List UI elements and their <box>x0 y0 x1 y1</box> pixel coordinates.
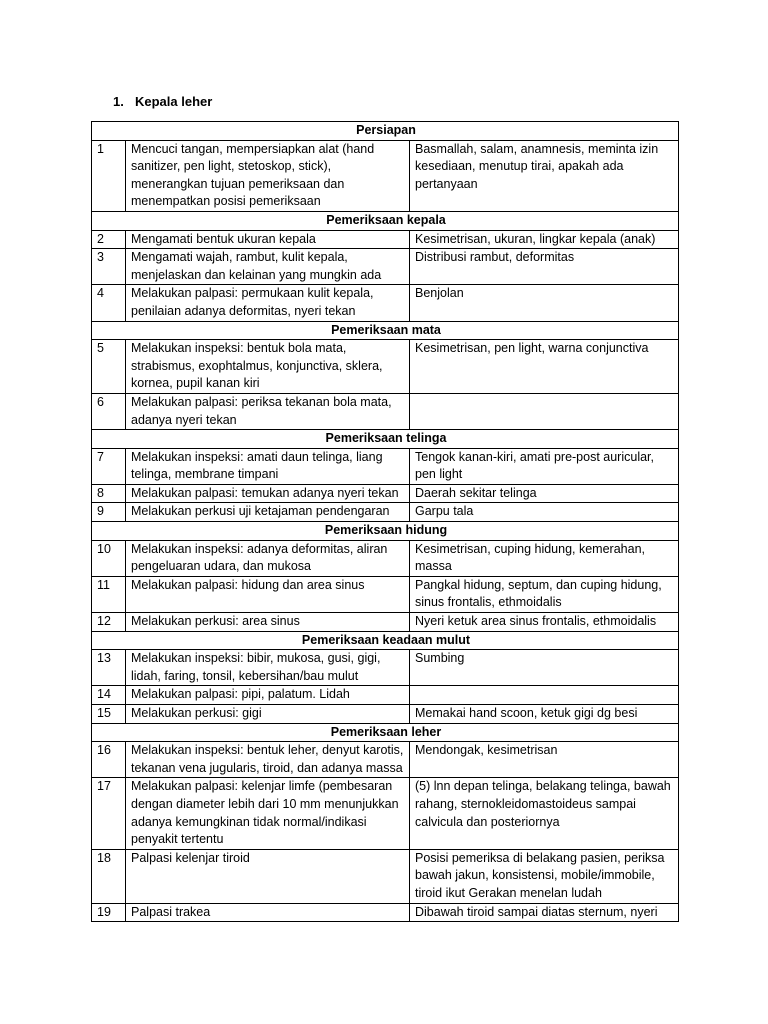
row-note: Pangkal hidung, septum, dan cuping hidung, sinus frontalis, ethmoidalis <box>410 576 679 612</box>
table-row <box>92 140 679 211</box>
table-row <box>92 576 679 612</box>
row-action: Melakukan palpasi: pipi, palatum. Lidah <box>126 686 410 705</box>
section-header-row <box>92 321 679 340</box>
heading-number: 1. <box>113 94 124 109</box>
row-number: 9 <box>92 503 126 522</box>
row-number: 16 <box>92 742 126 778</box>
row-number: 17 <box>92 778 126 849</box>
section-title: Pemeriksaan kepala <box>92 211 679 230</box>
row-note: Dibawah tiroid sampai diatas sternum, nyeri <box>410 903 679 922</box>
row-note: Posisi pemeriksa di belakang pasien, periksa bawah jakun, konsistensi, mobile/immobile, tiroid ikut Gerakan menelan ludah <box>410 849 679 903</box>
row-action: Mencuci tangan, mempersiapkan alat (hand sanitizer, pen light, stetoskop, stick), menerangkan tujuan pemeriksaan dan menempatkan posisi pemeriksaan <box>126 140 410 211</box>
table-row <box>92 903 679 922</box>
row-number: 7 <box>92 448 126 484</box>
row-action: Melakukan palpasi: permukaan kulit kepala, penilaian adanya deformitas, nyeri tekan <box>126 285 410 321</box>
row-note: Kesimetrisan, pen light, warna conjunctiva <box>410 340 679 394</box>
row-number: 12 <box>92 613 126 632</box>
row-action: Melakukan inspeksi: bentuk leher, denyut karotis, tekanan vena jugularis, tiroid, dan adanya massa <box>126 742 410 778</box>
table-row <box>92 503 679 522</box>
row-number: 13 <box>92 650 126 686</box>
row-note <box>410 686 679 705</box>
table-row <box>92 484 679 503</box>
row-number: 8 <box>92 484 126 503</box>
row-number: 10 <box>92 540 126 576</box>
row-number: 2 <box>92 230 126 249</box>
table-row <box>92 249 679 285</box>
row-action: Mengamati wajah, rambut, kulit kepala, menjelaskan dan kelainan yang mungkin ada <box>126 249 410 285</box>
row-action: Melakukan palpasi: temukan adanya nyeri tekan <box>126 484 410 503</box>
section-header-row <box>92 522 679 541</box>
heading-title: Kepala leher <box>135 94 213 109</box>
row-number: 3 <box>92 249 126 285</box>
row-note: Kesimetrisan, ukuran, lingkar kepala (anak) <box>410 230 679 249</box>
row-number: 14 <box>92 686 126 705</box>
row-number: 5 <box>92 340 126 394</box>
table-row <box>92 448 679 484</box>
row-action: Melakukan perkusi: area sinus <box>126 613 410 632</box>
row-action: Palpasi kelenjar tiroid <box>126 849 410 903</box>
row-number: 6 <box>92 393 126 429</box>
section-header-row <box>92 723 679 742</box>
row-number: 15 <box>92 705 126 724</box>
row-action: Melakukan palpasi: kelenjar limfe (pembesaran dengan diameter lebih dari 10 mm menunjukkan adanya kemungkinan tidak normal/indikasi penyakit tertentu <box>126 778 410 849</box>
table-row <box>92 650 679 686</box>
table-row <box>92 742 679 778</box>
section-header-row <box>92 631 679 650</box>
row-note: Daerah sekitar telinga <box>410 484 679 503</box>
table-row <box>92 613 679 632</box>
section-title: Pemeriksaan mata <box>92 321 679 340</box>
table-row <box>92 285 679 321</box>
row-note: Nyeri ketuk area sinus frontalis, ethmoidalis <box>410 613 679 632</box>
section-title: Pemeriksaan keadaan mulut <box>92 631 679 650</box>
procedure-table <box>91 121 679 922</box>
table-row <box>92 393 679 429</box>
row-note: Memakai hand scoon, ketuk gigi dg besi <box>410 705 679 724</box>
table-row <box>92 686 679 705</box>
section-title: Pemeriksaan telinga <box>92 430 679 449</box>
section-title: Pemeriksaan leher <box>92 723 679 742</box>
row-note: Mendongak, kesimetrisan <box>410 742 679 778</box>
row-number: 11 <box>92 576 126 612</box>
table-row <box>92 230 679 249</box>
row-note: Garpu tala <box>410 503 679 522</box>
row-note: Kesimetrisan, cuping hidung, kemerahan, massa <box>410 540 679 576</box>
row-number: 18 <box>92 849 126 903</box>
procedure-table-body <box>92 122 679 922</box>
row-note: Tengok kanan-kiri, amati pre-post auricular, pen light <box>410 448 679 484</box>
section-heading <box>113 94 212 109</box>
row-action: Palpasi trakea <box>126 903 410 922</box>
row-action: Melakukan palpasi: periksa tekanan bola mata, adanya nyeri tekan <box>126 393 410 429</box>
row-note: Benjolan <box>410 285 679 321</box>
row-note <box>410 393 679 429</box>
row-action: Melakukan palpasi: hidung dan area sinus <box>126 576 410 612</box>
table-row <box>92 540 679 576</box>
row-number: 1 <box>92 140 126 211</box>
row-note: (5) lnn depan telinga, belakang telinga, bawah rahang, sternokleidomastoideus sampai calvicula dan posteriornya <box>410 778 679 849</box>
section-header-row <box>92 122 679 141</box>
table-row <box>92 778 679 849</box>
row-action: Melakukan perkusi uji ketajaman pendengaran <box>126 503 410 522</box>
table-row <box>92 849 679 903</box>
section-title: Persiapan <box>92 122 679 141</box>
row-note: Distribusi rambut, deformitas <box>410 249 679 285</box>
section-header-row <box>92 211 679 230</box>
table-row <box>92 705 679 724</box>
row-number: 19 <box>92 903 126 922</box>
row-action: Melakukan inspeksi: bentuk bola mata, strabismus, exophtalmus, konjunctiva, sklera, kornea, pupil kanan kiri <box>126 340 410 394</box>
section-header-row <box>92 430 679 449</box>
row-action: Melakukan inspeksi: adanya deformitas, aliran pengeluaran udara, dan mukosa <box>126 540 410 576</box>
row-action: Mengamati bentuk ukuran kepala <box>126 230 410 249</box>
row-action: Melakukan perkusi: gigi <box>126 705 410 724</box>
row-action: Melakukan inspeksi: bibir, mukosa, gusi, gigi, lidah, faring, tonsil, kebersihan/bau mulut <box>126 650 410 686</box>
row-number: 4 <box>92 285 126 321</box>
table-row <box>92 340 679 394</box>
row-note: Basmallah, salam, anamnesis, meminta izin kesediaan, menutup tirai, apakah ada pertanyaan <box>410 140 679 211</box>
section-title: Pemeriksaan hidung <box>92 522 679 541</box>
row-note: Sumbing <box>410 650 679 686</box>
row-action: Melakukan inspeksi: amati daun telinga, liang telinga, membrane timpani <box>126 448 410 484</box>
